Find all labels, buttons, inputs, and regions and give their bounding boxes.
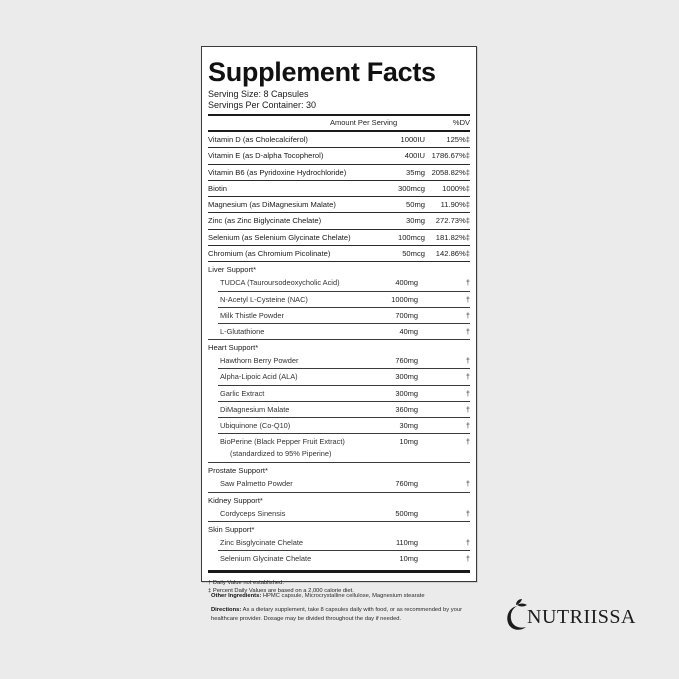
- nutrient-name: Zinc (as Zinc Biglycinate Chelate): [208, 216, 322, 226]
- ingredient-name: [218, 353, 358, 368]
- ingredient-dv: †: [465, 537, 470, 547]
- footnote-double-dagger: ‡ Percent Daily Values are based on a 2,000 calorie diet.: [208, 588, 354, 595]
- directions-label: Directions:: [211, 606, 242, 613]
- ingredient-amount: 300mg: [395, 388, 418, 398]
- group-label: Heart Support*: [208, 343, 259, 353]
- serving-size: Serving Size: 8 Capsules: [208, 89, 309, 99]
- brand-logo: [503, 598, 636, 637]
- ingredient-row: [208, 476, 470, 492]
- ingredient-row: [208, 324, 470, 340]
- ingredient-amount: 760mg: [395, 356, 418, 366]
- other-ingredients: [211, 592, 491, 602]
- column-amount-label: Amount Per Serving: [330, 118, 398, 127]
- ingredient-name: [218, 275, 358, 290]
- nutrient-name: Vitamin D (as Cholecalciferol): [208, 135, 308, 144]
- ingredient-row: [218, 308, 470, 324]
- ingredient-row: [218, 353, 470, 369]
- ingredient-row: [218, 418, 470, 434]
- ingredient-row: [218, 386, 470, 402]
- nutrient-dv: 2058.82%‡: [431, 167, 470, 177]
- ingredient-amount: 10mg: [399, 437, 418, 447]
- ingredient-name-line1: BioPerine (Black Pepper Fruit Extract): [220, 437, 345, 447]
- ingredient-name: [218, 292, 358, 307]
- ingredient-name: [218, 535, 358, 550]
- ingredient-dv: †: [465, 479, 470, 489]
- other-ingredients-text: HPMC capsule, Microcrystalline cellulose, Magnesium stearate: [261, 593, 425, 599]
- supplement-facts-panel: [201, 46, 477, 595]
- nutrient-dv: 272.73%‡: [435, 216, 470, 226]
- ingredient-name: [218, 418, 358, 433]
- ingredient-name: [218, 308, 358, 323]
- ingredient-name-line1: Saw Palmetto Powder: [220, 479, 293, 489]
- group-label: Kidney Support*: [208, 495, 263, 505]
- ingredient-name-line1: N-Acetyl L-Cysteine (NAC): [220, 294, 308, 304]
- ingredient-row: [208, 551, 470, 566]
- ingredient-name: [218, 386, 358, 401]
- column-dv-label: %DV: [452, 118, 470, 127]
- ingredient-dv: †: [465, 437, 470, 447]
- ingredient-amount: 40mg: [399, 326, 418, 336]
- ingredient-amount: 1000mg: [391, 294, 418, 304]
- ingredient-amount: 760mg: [395, 479, 418, 489]
- ingredient-name-line1: Ubiquinone (Co-Q10): [220, 421, 291, 430]
- ingredient-amount: 300mg: [395, 372, 418, 382]
- nutrient-dv: 1786.67%‡: [431, 151, 470, 161]
- nutrient-amount: 50mcg: [402, 249, 425, 259]
- ingredient-name-line1: L-Glutathione: [220, 326, 265, 336]
- ingredient-dv: †: [465, 310, 470, 320]
- ingredient-name: [218, 434, 358, 462]
- ingredient-row: [208, 506, 470, 522]
- nutrient-row: [208, 181, 470, 197]
- ingredient-name-line1: Garlic Extract: [220, 388, 265, 398]
- nutrient-dv: 11.90%‡: [440, 200, 470, 210]
- nutrient-name: Magnesium (as DiMagnesium Malate): [208, 200, 336, 210]
- nutrient-dv: 181.82%‡: [435, 232, 470, 242]
- ingredient-name: [218, 551, 358, 566]
- nutrient-list: [208, 132, 470, 262]
- ingredient-amount: 360mg: [395, 404, 418, 414]
- ingredient-row: [218, 369, 470, 385]
- nutrient-name: Selenium (as Selenium Glycinate Chelate): [208, 232, 351, 242]
- nutrient-name: Vitamin B6 (as Pyridoxine Hydrochloride): [208, 167, 347, 177]
- nutrient-amount: 1000IU: [400, 135, 425, 144]
- nutrient-dv: 125%‡: [446, 135, 470, 144]
- ingredient-dv: †: [465, 372, 470, 382]
- ingredient-dv: †: [465, 554, 470, 564]
- nutrient-row: [208, 148, 470, 164]
- group-label: Skin Support*: [208, 524, 255, 534]
- ingredient-name-line1: DiMagnesium Malate: [220, 404, 290, 414]
- group-label: Liver Support*: [208, 265, 257, 275]
- ingredient-row: [218, 275, 470, 291]
- nutrient-amount: 300mcg: [397, 183, 425, 193]
- group-label: Prostate Support*: [208, 466, 268, 476]
- nutrient-amount: 35mg: [406, 167, 425, 177]
- nutrient-amount: 50mg: [406, 200, 425, 210]
- nutrient-amount: 400IU: [404, 151, 425, 161]
- nutrient-dv: 1000%‡: [442, 183, 470, 193]
- ingredient-dv: †: [465, 404, 470, 414]
- ingredient-name: [218, 324, 358, 339]
- ingredient-dv: †: [465, 326, 470, 336]
- ingredient-name: [218, 506, 358, 521]
- ingredient-name: [218, 402, 358, 417]
- ingredient-name-line1: Milk Thistle Powder: [220, 310, 284, 320]
- ingredient-dv: †: [465, 356, 470, 366]
- nutrient-name: Biotin: [208, 183, 227, 193]
- ingredient-amount: 30mg: [399, 421, 418, 430]
- ingredient-dv: †: [465, 508, 470, 518]
- ingredient-row: [208, 434, 470, 463]
- nutrient-name: Chromium (as Chromium Picolinate): [208, 249, 331, 259]
- ingredient-dv: †: [465, 388, 470, 398]
- ingredient-name-line2: (standardized to 95% Piperine): [230, 449, 332, 459]
- ingredient-row: [218, 402, 470, 418]
- servings-per-container: Servings Per Container: 30: [208, 100, 317, 110]
- ingredient-amount: 500mg: [395, 508, 418, 518]
- ingredient-dv: †: [465, 294, 470, 304]
- ingredient-amount: 700mg: [395, 310, 418, 320]
- leaf-crescent-icon: [503, 598, 529, 637]
- ingredient-name-line1: Cordyceps Sinensis: [220, 508, 286, 518]
- ingredient-name-line1: Alpha-Lipoic Acid (ALA): [220, 372, 298, 382]
- footnote-dagger: † Daily Value not established.: [208, 580, 284, 587]
- ingredient-dv: †: [465, 278, 470, 288]
- panel-title: Supplement Facts: [208, 57, 436, 87]
- ingredient-row: [218, 292, 470, 308]
- nutrient-amount: 100mcg: [397, 232, 425, 242]
- ingredient-row: [218, 535, 470, 551]
- ingredient-amount: 10mg: [399, 554, 418, 564]
- ingredient-name: [218, 369, 358, 384]
- ingredient-name-line1: TUDCA (Tauroursodeoxycholic Acid): [220, 278, 340, 288]
- ingredient-amount: 110mg: [395, 537, 418, 547]
- directions: [211, 606, 469, 625]
- column-header: [208, 116, 470, 130]
- nutrient-row: [208, 132, 470, 148]
- ingredient-amount: 400mg: [395, 278, 418, 288]
- other-ingredients-label: Other Ingredients:: [211, 593, 262, 599]
- ingredient-name-line1: Zinc Bisglycinate Chelate: [220, 537, 303, 547]
- brand-name: NUTRIISSA: [527, 606, 636, 628]
- ingredient-name-line1: Hawthorn Berry Powder: [220, 356, 299, 366]
- nutrient-row: [208, 213, 470, 229]
- ingredient-dv: †: [465, 421, 470, 430]
- nutrient-dv: 142.86%‡: [435, 249, 470, 259]
- blend-groups: [208, 262, 470, 566]
- ingredients-and-directions: [211, 592, 491, 625]
- ingredient-name: [218, 476, 358, 491]
- nutrient-row: [208, 230, 470, 246]
- directions-text: As a dietary supplement, take 8 capsules daily with food, or as recommended by your healthcare provider. Dosage may be divided throughout the day if needed.: [211, 606, 463, 622]
- nutrient-row: [208, 165, 470, 181]
- nutrient-amount: 30mg: [406, 216, 425, 226]
- ingredient-name-line1: Selenium Glycinate Chelate: [220, 554, 312, 564]
- nutrient-row: [208, 246, 470, 262]
- nutrient-row: [208, 197, 470, 213]
- nutrient-name: Vitamin E (as D-alpha Tocopherol): [208, 151, 324, 161]
